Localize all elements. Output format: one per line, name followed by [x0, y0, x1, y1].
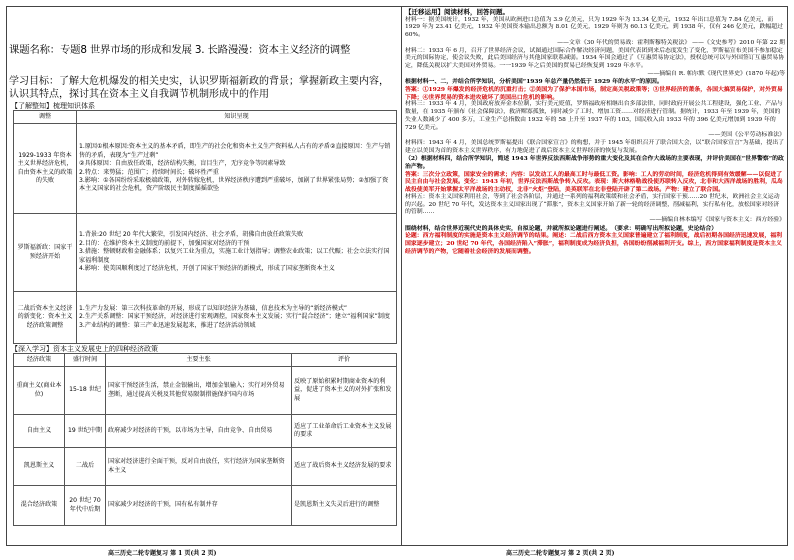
policy-claim: 国家对经济进行全面干预，反对自由放任，实行经济为国家垄断资本主义 — [106, 448, 292, 486]
material-two: 材料二：1933 年 6 月，召开了世界经济会议，试图通过国际合作解决经济问题，美国代表团到来后态度发生了变化，罗斯福宣布美国不参加稳定美元的国际协定，使会议失败，此后美国经济与其他国家联系减弱。1934 年国会通过了《互惠贸易协定法》，授权总统可以与外国签订互惠贸易协定，降低关税以扩大美国对外贸易。一一1939 年之后美国的贸易已经恢复到 1929 年水平。 — [405, 47, 785, 69]
policy-eval: 是凯恩斯主义失灵后进行的调整 — [292, 486, 397, 526]
row-label: 二战后资本主义经济的新变化：资本主义经济政策调整 — [14, 292, 77, 344]
policy-name: 自由主义 — [14, 415, 65, 448]
header-evaluation: 评价 — [292, 354, 397, 367]
policy-time: 二战后 — [65, 448, 106, 486]
answer-one: 答案：①1929 年爆发的经济危机的沉重打击；②美国为了保护本国市场，制定高关税政策等；③世界经济的萧条，各国大搞贸易保护，对外贸易下降；④世界贸易的资本进攻破坏了美国出口危机的影响。 — [405, 86, 783, 101]
policy-name: 混合经济政策 — [14, 486, 65, 526]
question-two: （2）根据材料四，结合所学知识，简述 1943 年世界反法西斯战争形势的重大变化及其在合作大战场的主要表现，并评价美国在“世界警察”的政治产物。 — [405, 155, 784, 171]
policy-name: 重商主义(商业本位) — [14, 367, 65, 415]
header-time: 盛行时间 — [65, 354, 106, 367]
question-one: 根据材料一、二，并结合所学知识，分析美国“1939 年总产量仍然低于 1929 年的水平”的原因。 — [405, 78, 663, 86]
policy-time: 15-18 世纪 — [65, 367, 106, 415]
policy-eval: 适应了战后资本主义经济发展的要求 — [292, 448, 397, 486]
source-two: ——摘编自 R. 帕尔默《现代世界史》(1870 年起)等 — [647, 70, 785, 77]
course-title: 课题名称：专题8 世界市场的形成和发展 3. 长路漫漫：资本主义经济的调整 — [9, 44, 351, 56]
header-policy: 经济政策 — [14, 354, 65, 367]
row-content: 1.生产力发展：第三次科技革命的开展，形成了以知识经济为基础，信息技术为主导的“新经济模式” 2.生产关系调整：国家干预经济，对经济进行宏观调控，国家资本主义发展；实行“混合经济”；建立“福利国家”制度 3.产业结构的调整：第三产业迅速发展起来，推进了经济活动领域 — [77, 292, 397, 344]
header-claim: 主要主张 — [106, 354, 292, 367]
left-column — [7, 7, 402, 545]
material-one: 材料一：据美国统计，1932 年，美国从欧洲进口总值为 3.9 亿美元，只为 1929 年为 13.34 亿美元，1932 年出口总值为 7.84 亿美元，而 1929 年为 23.41 亿美元，1932 年美国资本输出总额为 8.01 亿美元，1929 年则为 60.13 亿美元，到 1938 年，仅有 246 亿美元，跌幅超过 60%。 — [405, 16, 784, 39]
policy-claim: 国家减少对经济的干预，国有私有制并存 — [106, 486, 292, 526]
header-knowledge: 知识呈现 — [77, 111, 397, 124]
answer-two: 答案：三次分立政策，国家安全的需求；内容：以发动工人的最高工时与最低工资。影响：工人的劳动时间，经济危机得到有效缓解——以促进了民主自由与社会发展。变化：1943 年初，世界反法西斯战争转入反攻。表现：斯大林格勒战役使苏联转入反攻，北非和大西洋战场的胜利，瓜岛战役使美军开始掌握太平洋战场的主动权，北非“火炬”登陆，美英联军在北非登陆开辟了第二战场。产物：建立了联合国。 — [405, 170, 783, 194]
row-label: 罗斯福新政：国家干预经济开始 — [14, 214, 77, 292]
reading-materials — [405, 9, 785, 256]
source-one: ——文章《30 年代的贸易战：霍利斯穆特关税法》 ——《文史参考》2010 年第 22 期 — [557, 39, 785, 46]
policy-time: 20 世纪 70 年代中后期 — [65, 486, 106, 526]
worksheet-page — [6, 6, 788, 546]
footer-page-two: 高三历史二轮专题复习 第 2 页(共 2 页) — [506, 550, 615, 557]
learning-goal: 学习目标：了解大危机爆发的相关史实，认识罗斯福新政的背景；掌握新政主要内容，认识其特点，探讨其在资本主义自我调节机制形成中的作用 — [9, 76, 389, 100]
knowledge-table — [13, 110, 397, 344]
material-five: 材料五：资本主义国家利用社会，等到了社会各阶层，并通过一系列的福利政策缓和社会矛盾，实行国家干预……20 世纪末，欧洲社会主义运动的兴起。20 世纪 70 年代，发达资本主义国家出现了“滞胀”，资本主义国家开始了新一轮的经济调整，削减福利，实行私有化，放松国家对经济的管制…… — [405, 193, 780, 216]
policy-claim: 国家干预经济生活，禁止金银输出，增加金银输入；实行对外贸易垄断，通过提高关税及其他贸易限制措施保护国内市场 — [106, 367, 292, 415]
material-four: 材料四：1943 年 4 月，美国总统罗斯福提出《联合国家宣言》的构想，并于 1945 年组织召开了联合国大会，以“联合国家宣言”为基础，提出了建立以美国为首的资本主义世界秩序，有力地促进了战后资本主义世界经济的恢复与发展。 — [405, 139, 784, 154]
row-content: 1.背景:20 世纪 20 年代大繁荣，引发国内经济、社会矛盾，胡佛自由放任政策失败 2.目的：在维护资本主义制度的前提下，加强国家对经济的干预 3.措施：整顿财政和金融体系；以复兴工业为重点，实施工业计划指导；调整农业政策；以工代赈；社会立法实行国家福利制度 4.影响：使美国顺利度过了经济危机，开创了国家干预经济的新模式，形成了国家垄断资本主义 — [77, 214, 397, 292]
right-column — [403, 7, 789, 545]
row-content: 1.原因①根本原因:资本主义的基本矛盾，即生产的社会化和资本主义生产资料私人占有的矛盾②直接原因：生产与销售的矛盾，表现为“生产过剩” ②具体原因：自由放任政策，经济结构失衡，盲目生产，无序竞争等因素导致 2.特点：来势猛；范围广；持续时间长；破坏性严重 3.影响：①各国纷纷采取极端政策，对外转嫁危机，世界经济秩序遭到严重破坏，加剧了世界紧张局势；②加强了资本主义国家的社会危机，资产阶级民主制度摇摇欲坠 — [77, 124, 397, 214]
policy-claim: 政府减少对经济的干预，以市场为主导，自由竞争、自由贸易 — [106, 415, 292, 448]
policy-eval: 反映了原始积累时期商业资本的利益，促进了资本主义的对外扩张和发展 — [292, 367, 397, 415]
material-three: 材料三：1933 年 4 月，美国政府放弃金本位制，实行美元贬值，罗斯福政府相继出台多部法律，同时政府开展公共工程建设，强化工业、产品与数量，在 1935 年颁布《社会保障法》，救济鳏寡孤独，同时减少了工时、增加工资……对经济进行管制。据统计，1933 年至 1939 年，美国的失业人数减少了 400 多万，工业生产总指数由 1932 年的 58 上升至 1937 年的 103，国民收入由 1933 年的 396 亿美元增加到 1939 年的 729 亿美元。 — [405, 101, 783, 131]
question-three: 围绕材料，结合世界近现代史的具体史实，自拟论题，并就所拟论题进行阐述。（要求：明确写出所拟论题，史论结合） — [405, 224, 718, 232]
header-adjust: 调整 — [14, 111, 77, 124]
policy-name: 凯恩斯主义 — [14, 448, 65, 486]
policy-time: 19 世纪中期 — [65, 415, 106, 448]
row-label: 1929-1933 年资本主义世界经济危机，自由资本主义的政策的失败 — [14, 124, 77, 214]
source-three: ——美国《公平劳动标准法》 — [708, 132, 785, 139]
transfer-heading: 【迁移运用】阅读材料，回答问题。 — [405, 8, 509, 16]
section-label-knowledge: 【了解整知】梳理知识体系 — [11, 102, 95, 110]
policy-table — [13, 353, 397, 526]
footer-page-one: 高三历史二轮专题复习 第 1 页(共 2 页) — [108, 550, 217, 557]
source-five: ——摘编自林本编写《国家与资本主义：西方经验》 — [649, 216, 785, 223]
policy-eval: 适应了工业革命后工业资本主义发展的要求 — [292, 415, 397, 448]
answer-three: 论题：西方福利制度的实施是资本主义经济调节的结果。阐述：二战后西方资本主义国家普遍建立了福利制度，战后初期各国经济迅速发展，福利国家逐步建立；20 世纪 70 年代，各国经济陷入“滞胀”，福利制度成为经济负担，各国纷纷削减福利开支。综上，西方国家福利制度是资本主义经济调节的产物，它随着社会经济的发展而调整。 — [405, 232, 782, 255]
section-label-deep: 【深入学习】资本主义发展史上的四种经济政策 — [11, 345, 158, 353]
